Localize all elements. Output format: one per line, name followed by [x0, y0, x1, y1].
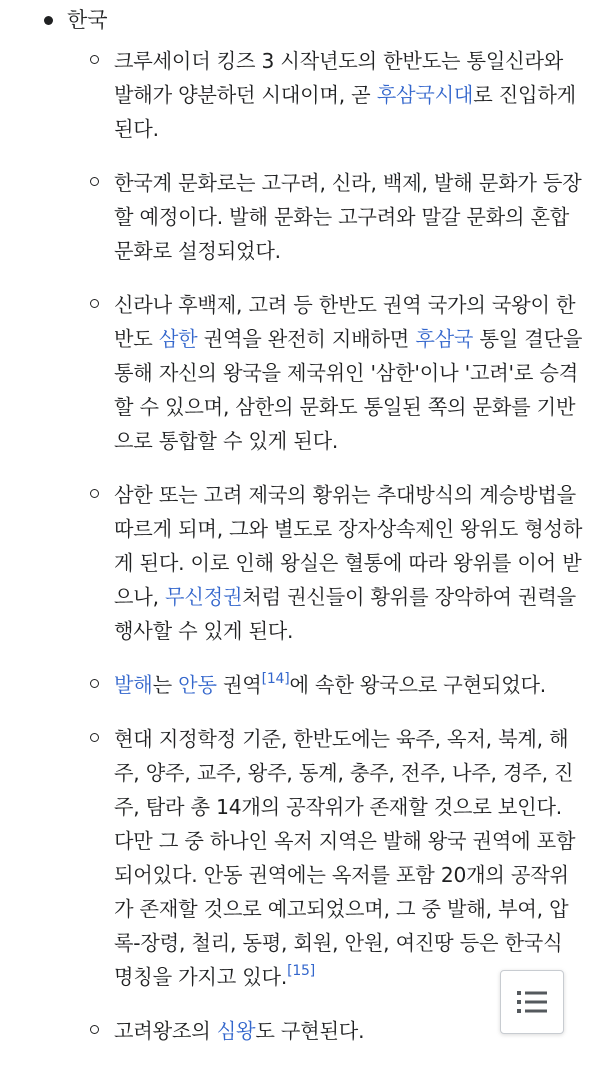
item-text: 통일 결단을 통해 자신의 왕국을 제국위인 '삼한'이나 '고려'로 승격할 수 있으며, 삼한의 문화도 통일된 쪽의 문화를 기반으로 통합할 수 있게 된다.	[114, 327, 583, 453]
item-text: 처럼 권신들이 황위를 장악하여 권력을 행사할 수 있게 된다.	[114, 585, 576, 643]
item-text: 현대 지정학정 기준, 한반도에는 육주, 옥저, 북계, 해주, 양주, 교주, 왕주, 동계, 충주, 전주, 나주, 경주, 진주, 탐라 총 14개의 공작위가 존재할 것으로 보인다. 다만 그 중 하나인 옥저 지역은 발해 왕국 권역에 포함되어있다. 안동 권역에는 옥저를 포함 20개의 공작위가 존재할 것으로 예고되었으며, 그 중 발해, 부여, 압록-장령, 철리, 동평, 회원, 안원, 여진땅 등은 한국식 명칭을 가지고 있다.	[114, 727, 576, 989]
item-text: 권역	[216, 673, 262, 697]
wiki-link[interactable]: 무신정권	[165, 585, 243, 609]
item-text: 크루세이더 킹즈 3 시작년도의 한반도는 통일신라와 발해가 양분하던 시대이며, 곧	[114, 49, 564, 107]
bullet-circle-icon	[90, 299, 99, 308]
footnote-ref-link[interactable]: [14]	[261, 671, 290, 687]
bullet-circle-icon	[90, 55, 99, 64]
bullet-circle-icon	[90, 1025, 99, 1034]
sub-list	[90, 44, 586, 1068]
item-text: 한국계 문화로는 고구려, 신라, 백제, 발해 문화가 등장할 예정이다. 발해 문화는 고구려와 말갈 문화의 혼합문화로 설정되었다.	[114, 171, 582, 263]
wiki-link[interactable]: 후삼국	[415, 327, 474, 351]
wiki-link[interactable]: 후삼국시대	[376, 83, 474, 107]
bullet-circle-icon	[90, 489, 99, 498]
list-item	[90, 668, 586, 702]
top-item-label: 한국	[67, 8, 108, 32]
item-text: 신라나 후백제, 고려 등 한반도 권역 국가의 국왕이 한반도	[114, 293, 576, 351]
wiki-link[interactable]: 심왕	[216, 1019, 256, 1043]
list-item	[90, 44, 586, 146]
item-text: 에 속한 왕국으로 구현되었다.	[289, 673, 547, 697]
list-item	[90, 166, 586, 268]
wiki-link[interactable]: 안동	[178, 673, 217, 697]
toc-button[interactable]	[500, 970, 564, 1034]
list-item	[90, 722, 586, 994]
item-text: 삼한 또는 고려 제국의 황위는 추대방식의 계승방법을 따르게 되며, 그와 별도로 장자상속제인 왕위도 형성하게 된다. 이로 인해 왕실은 혈통에 따라 왕위를 이어 받으나,	[114, 483, 583, 609]
bullet-disc-icon	[44, 16, 53, 25]
top-list-item	[44, 4, 108, 36]
item-text: 로 진입하게 된다.	[114, 83, 576, 141]
wiki-link[interactable]: 발해	[114, 673, 153, 697]
item-text: 권역을 완전히 지배하면	[197, 327, 416, 351]
item-text: 고려왕조의	[114, 1019, 217, 1043]
list-item	[90, 288, 586, 458]
bullet-circle-icon	[90, 679, 99, 688]
bullet-circle-icon	[90, 733, 99, 742]
item-text: 도 구현된다.	[255, 1019, 365, 1043]
list-icon	[517, 990, 547, 1014]
item-text: 는	[152, 673, 179, 697]
list-item	[90, 478, 586, 648]
bullet-circle-icon	[90, 177, 99, 186]
wiki-link[interactable]: 삼한	[158, 327, 198, 351]
footnote-ref-link[interactable]: [15]	[287, 963, 316, 979]
